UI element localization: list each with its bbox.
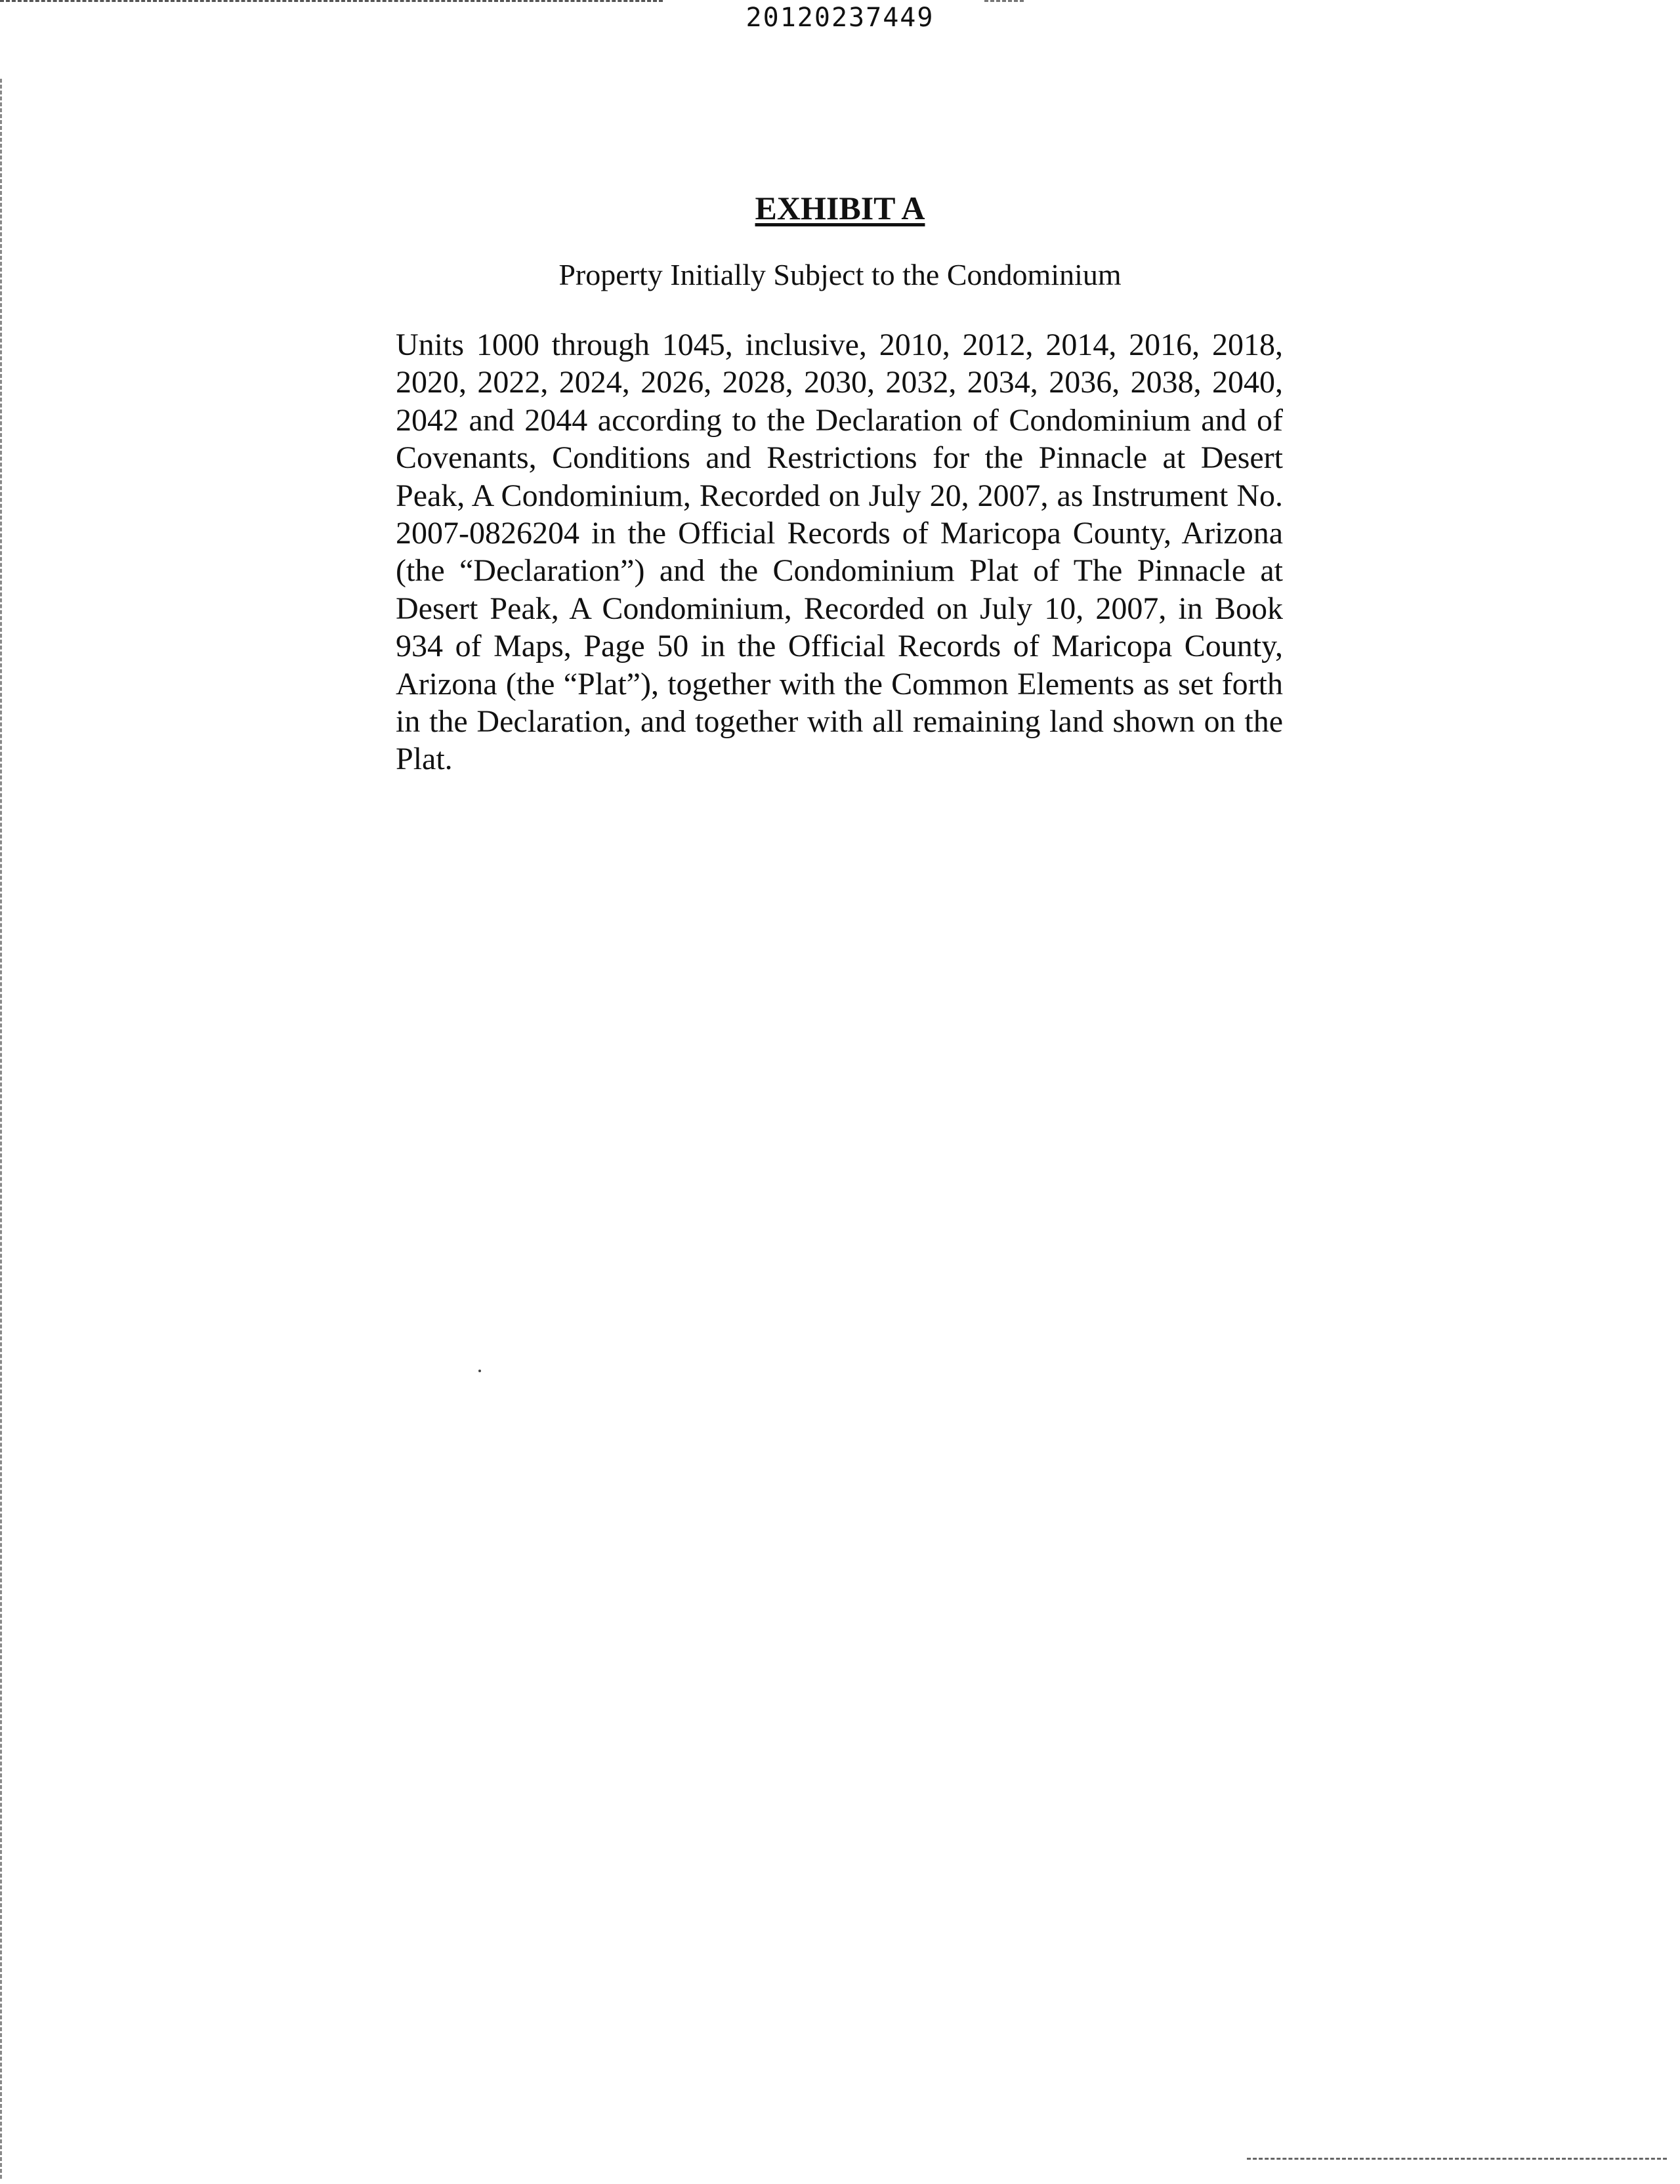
recording-number: 20120237449 (746, 3, 934, 33)
exhibit-subtitle: Property Initially Subject to the Condominium (558, 258, 1122, 291)
scan-speck (478, 1370, 481, 1372)
scan-edge-top (0, 0, 663, 2)
legal-description: Units 1000 through 1045, inclusive, 2010, 2012, 2014, 2016, 2018, 2020, 2022, 2024, 2026, 2028, 2030, 2032, 2034, 2036, 2038, 2040, 2042 and 2044 according to the Declaration of Condominium and of Covenants, Conditions and Restrictions for the Pinnacle at Desert Peak, A Condominium, Recorded on July 20, 2007, as Instrument No. 2007-0826204 in the Official Records of Maricopa County, Arizona (the “Declaration”) and the Condominium Plat of The Pinnacle at Desert Peak, A Condominium, Recorded on July 10, 2007, in Book 934 of Maps, Page 50 in the Official Records of Maricopa County, Arizona (the “Plat”), together with the Common Elements as set forth in the Declaration, and together with all remaining land shown on the Plat. (396, 327, 1283, 777)
scan-edge-top-right (984, 0, 1024, 2)
scan-edge-left (0, 79, 2, 2179)
scan-edge-bottom (1247, 2158, 1667, 2160)
exhibit-title: EXHIBIT A (755, 190, 925, 226)
